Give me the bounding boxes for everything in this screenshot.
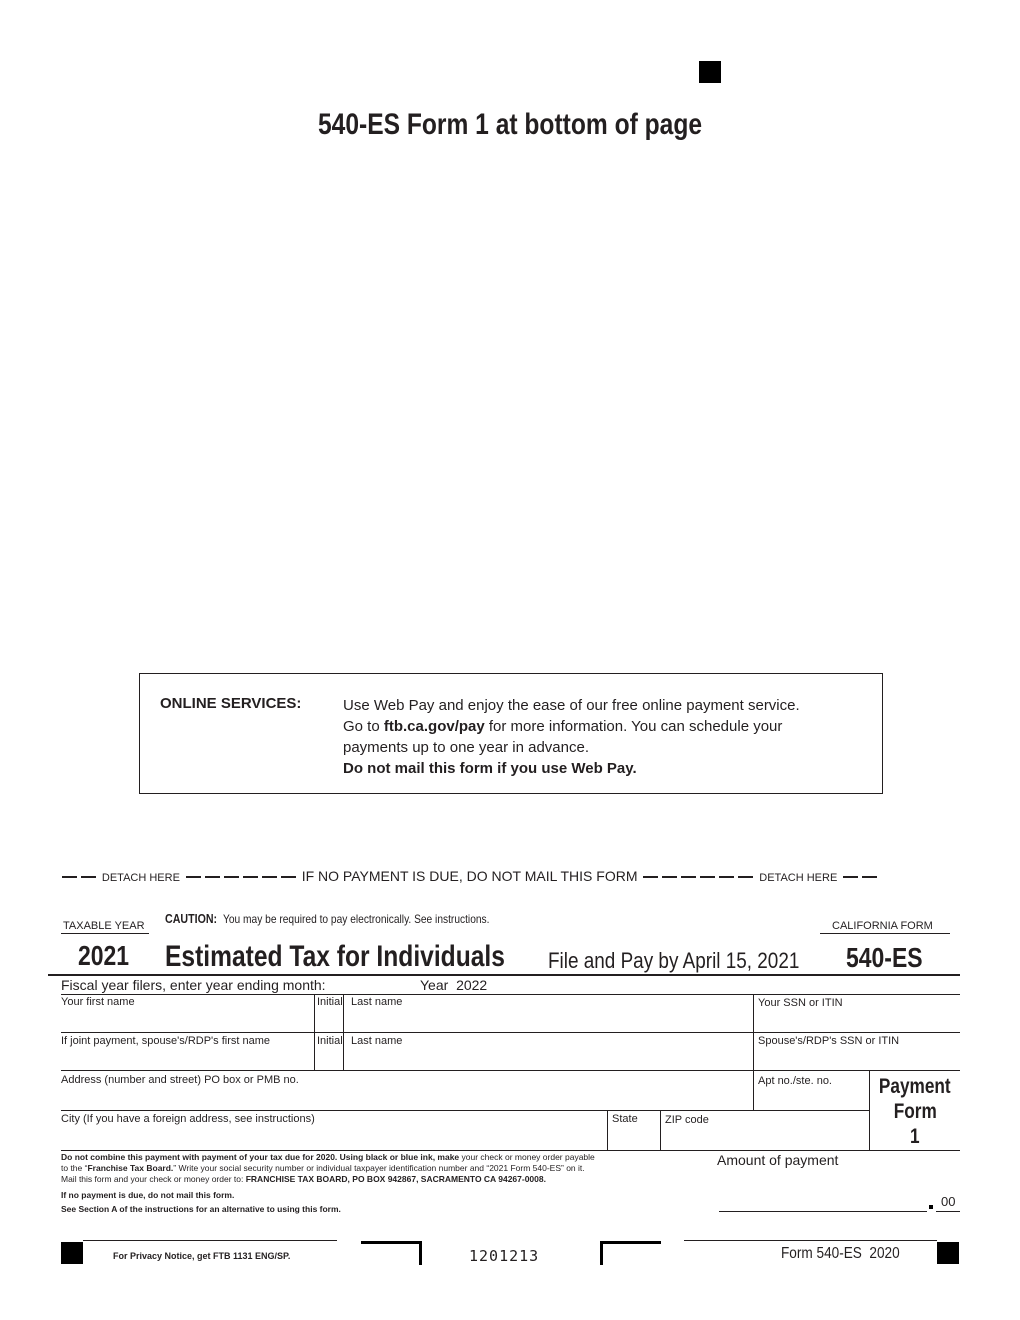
first-name-label: Your first name: [61, 996, 135, 1008]
dash: [681, 876, 696, 878]
instruction-line-1-bold: Do not combine this payment with payment of your tax due for 2020. Using black or blue ink, make: [61, 1152, 460, 1162]
state-label: State: [612, 1113, 638, 1125]
payment-form-label: [870, 1075, 960, 1150]
amount-label: Amount of payment: [717, 1152, 839, 1168]
spouse-last-name-input[interactable]: [344, 1050, 752, 1069]
last-name-label: Last name: [351, 996, 403, 1008]
dash: [738, 876, 753, 878]
amount-underline: [719, 1211, 927, 1212]
instruction-line-3: [61, 1174, 595, 1185]
california-form-underline: [820, 933, 950, 934]
dash: [262, 876, 277, 878]
initial-label: Initial: [317, 996, 343, 1008]
fiscal-rule: [61, 994, 960, 995]
instruction-line-3-bold: FRANCHISE TAX BOARD, PO BOX 942867, SACRAMENTO CA 94267-0008.: [245, 1174, 546, 1184]
row-rule: [61, 1110, 869, 1111]
registration-mark-top: [699, 61, 721, 83]
page-heading: 540-ES Form 1 at bottom of page: [317, 108, 703, 141]
initial-input[interactable]: [315, 1010, 342, 1031]
spouse-first-name-input[interactable]: [61, 1050, 313, 1069]
apt-label: Apt no./ste. no.: [758, 1075, 832, 1087]
no-payment-notice: IF NO PAYMENT IS DUE, DO NOT MAIL THIS FORM: [301, 868, 638, 884]
online-line-3: payments up to one year in advance.: [343, 739, 589, 756]
zip-label: ZIP code: [665, 1114, 709, 1126]
instruction-line-4-bold: If no payment is due, do not mail this form.: [61, 1190, 235, 1200]
dash: [662, 876, 677, 878]
dash: [643, 876, 658, 878]
file-pay-deadline: File and Pay by April 15, 2021: [548, 948, 800, 973]
instruction-line-5-bold: See Section A of the instructions for an alternative to using this form.: [61, 1204, 341, 1214]
amount-cents: 00: [941, 1194, 956, 1209]
california-form-label: CALIFORNIA FORM: [832, 920, 933, 932]
instruction-line-2-rest: ” Write your social security number or individual taxpayer identification number and “2021 Form 540-ES” on it.: [173, 1163, 585, 1173]
web-pay-link[interactable]: ftb.ca.gov/pay: [383, 718, 485, 735]
online-services-label: ONLINE SERVICES:: [160, 695, 302, 712]
instructions-block: [61, 1152, 595, 1215]
scan-bracket-right: [600, 1241, 661, 1265]
payment-form-line-2: Form: [893, 1100, 937, 1123]
dash: [224, 876, 239, 878]
cents-underline: [936, 1211, 960, 1212]
row-rule: [61, 1070, 960, 1071]
online-line-2-pre: Go to: [343, 718, 384, 735]
form-number: 540-ES: [846, 942, 923, 973]
detach-here-right: DETACH HERE: [759, 872, 838, 884]
instruction-line-3-pre: Mail this form and your check or money order to:: [61, 1174, 246, 1184]
registration-mark-bottom-left: [61, 1242, 83, 1264]
footer-form-number: Form 540-ES 2020: [781, 1245, 900, 1262]
dash: [281, 876, 296, 878]
spouse-initial-input[interactable]: [315, 1050, 342, 1069]
online-line-2-post: for more information. You can schedule your: [484, 718, 783, 735]
dash: [62, 876, 77, 878]
dash: [862, 876, 877, 878]
spouse-ssn-input[interactable]: [754, 1050, 959, 1069]
dash: [186, 876, 201, 878]
detach-line: [60, 868, 879, 884]
online-services-text: [343, 695, 863, 779]
first-name-input[interactable]: [61, 1010, 313, 1031]
spouse-ssn-label: Spouse's/RDP's SSN or ITIN: [758, 1035, 900, 1047]
taxable-year-label: TAXABLE YEAR: [63, 920, 145, 932]
scan-bracket-left: [361, 1241, 422, 1265]
online-line-2: [343, 716, 863, 737]
dash: [843, 876, 858, 878]
spouse-first-name-label: If joint payment, spouse's/RDP's first name: [61, 1035, 271, 1047]
decimal-point: [929, 1205, 933, 1209]
fiscal-year-label: Fiscal year filers, enter year ending month:: [61, 977, 326, 993]
spouse-last-name-label: Last name: [351, 1035, 403, 1047]
city-input[interactable]: [61, 1128, 605, 1149]
caution-label: CAUTION:: [165, 911, 218, 926]
city-label: City (If you have a foreign address, see instructions): [61, 1113, 315, 1125]
apt-input[interactable]: [754, 1089, 868, 1109]
taxable-year-underline: [61, 933, 149, 934]
footer-rule-right: [684, 1240, 937, 1241]
barcode-number: 1201213: [469, 1247, 540, 1265]
dash: [243, 876, 258, 878]
payment-form-line-1: Payment: [879, 1075, 951, 1098]
address-input[interactable]: [61, 1089, 751, 1109]
form-title: Estimated Tax for Individuals: [165, 940, 505, 973]
state-input[interactable]: [608, 1128, 659, 1149]
instruction-line-4: [61, 1190, 595, 1201]
registration-mark-bottom-right: [937, 1242, 959, 1264]
ssn-input[interactable]: [754, 1010, 959, 1031]
last-name-input[interactable]: [344, 1010, 752, 1031]
row-rule: [61, 1150, 960, 1151]
online-line-1: Use Web Pay and enjoy the ease of our free online payment service.: [343, 697, 800, 714]
instruction-line-2-pre: to the “: [61, 1163, 88, 1173]
form-title-rule: [48, 974, 960, 976]
privacy-notice: For Privacy Notice, get FTB 1131 ENG/SP.: [113, 1251, 291, 1261]
payment-form-line-3: 1: [910, 1125, 920, 1148]
online-warning: Do not mail this form if you use Web Pay.: [343, 760, 637, 777]
instruction-line-1: [61, 1152, 595, 1163]
instruction-line-2: [61, 1163, 595, 1174]
online-services-box: [139, 673, 883, 794]
address-label: Address (number and street) PO box or PMB no.: [61, 1074, 299, 1086]
caution-text: [165, 911, 536, 926]
footer-rule-left: [83, 1240, 337, 1241]
dash: [719, 876, 734, 878]
tax-year: 2021: [78, 940, 130, 971]
online-line-4: [343, 758, 863, 779]
dash: [205, 876, 220, 878]
dash: [700, 876, 715, 878]
ssn-label: Your SSN or ITIN: [758, 997, 843, 1009]
instruction-line-5: [61, 1204, 595, 1215]
dash: [81, 876, 96, 878]
spouse-initial-label: Initial: [317, 1035, 343, 1047]
row-rule: [61, 1032, 960, 1033]
instruction-line-2-bold: Franchise Tax Board.: [87, 1163, 174, 1173]
detach-here-left: DETACH HERE: [101, 872, 180, 884]
instruction-line-1-rest: your check or money order payable: [459, 1152, 595, 1162]
amount-input[interactable]: [719, 1190, 927, 1210]
caution-message: You may be required to pay electronically. See instructions.: [222, 912, 490, 926]
zip-input[interactable]: [661, 1128, 868, 1149]
fiscal-year-value: Year 2022: [420, 977, 488, 993]
